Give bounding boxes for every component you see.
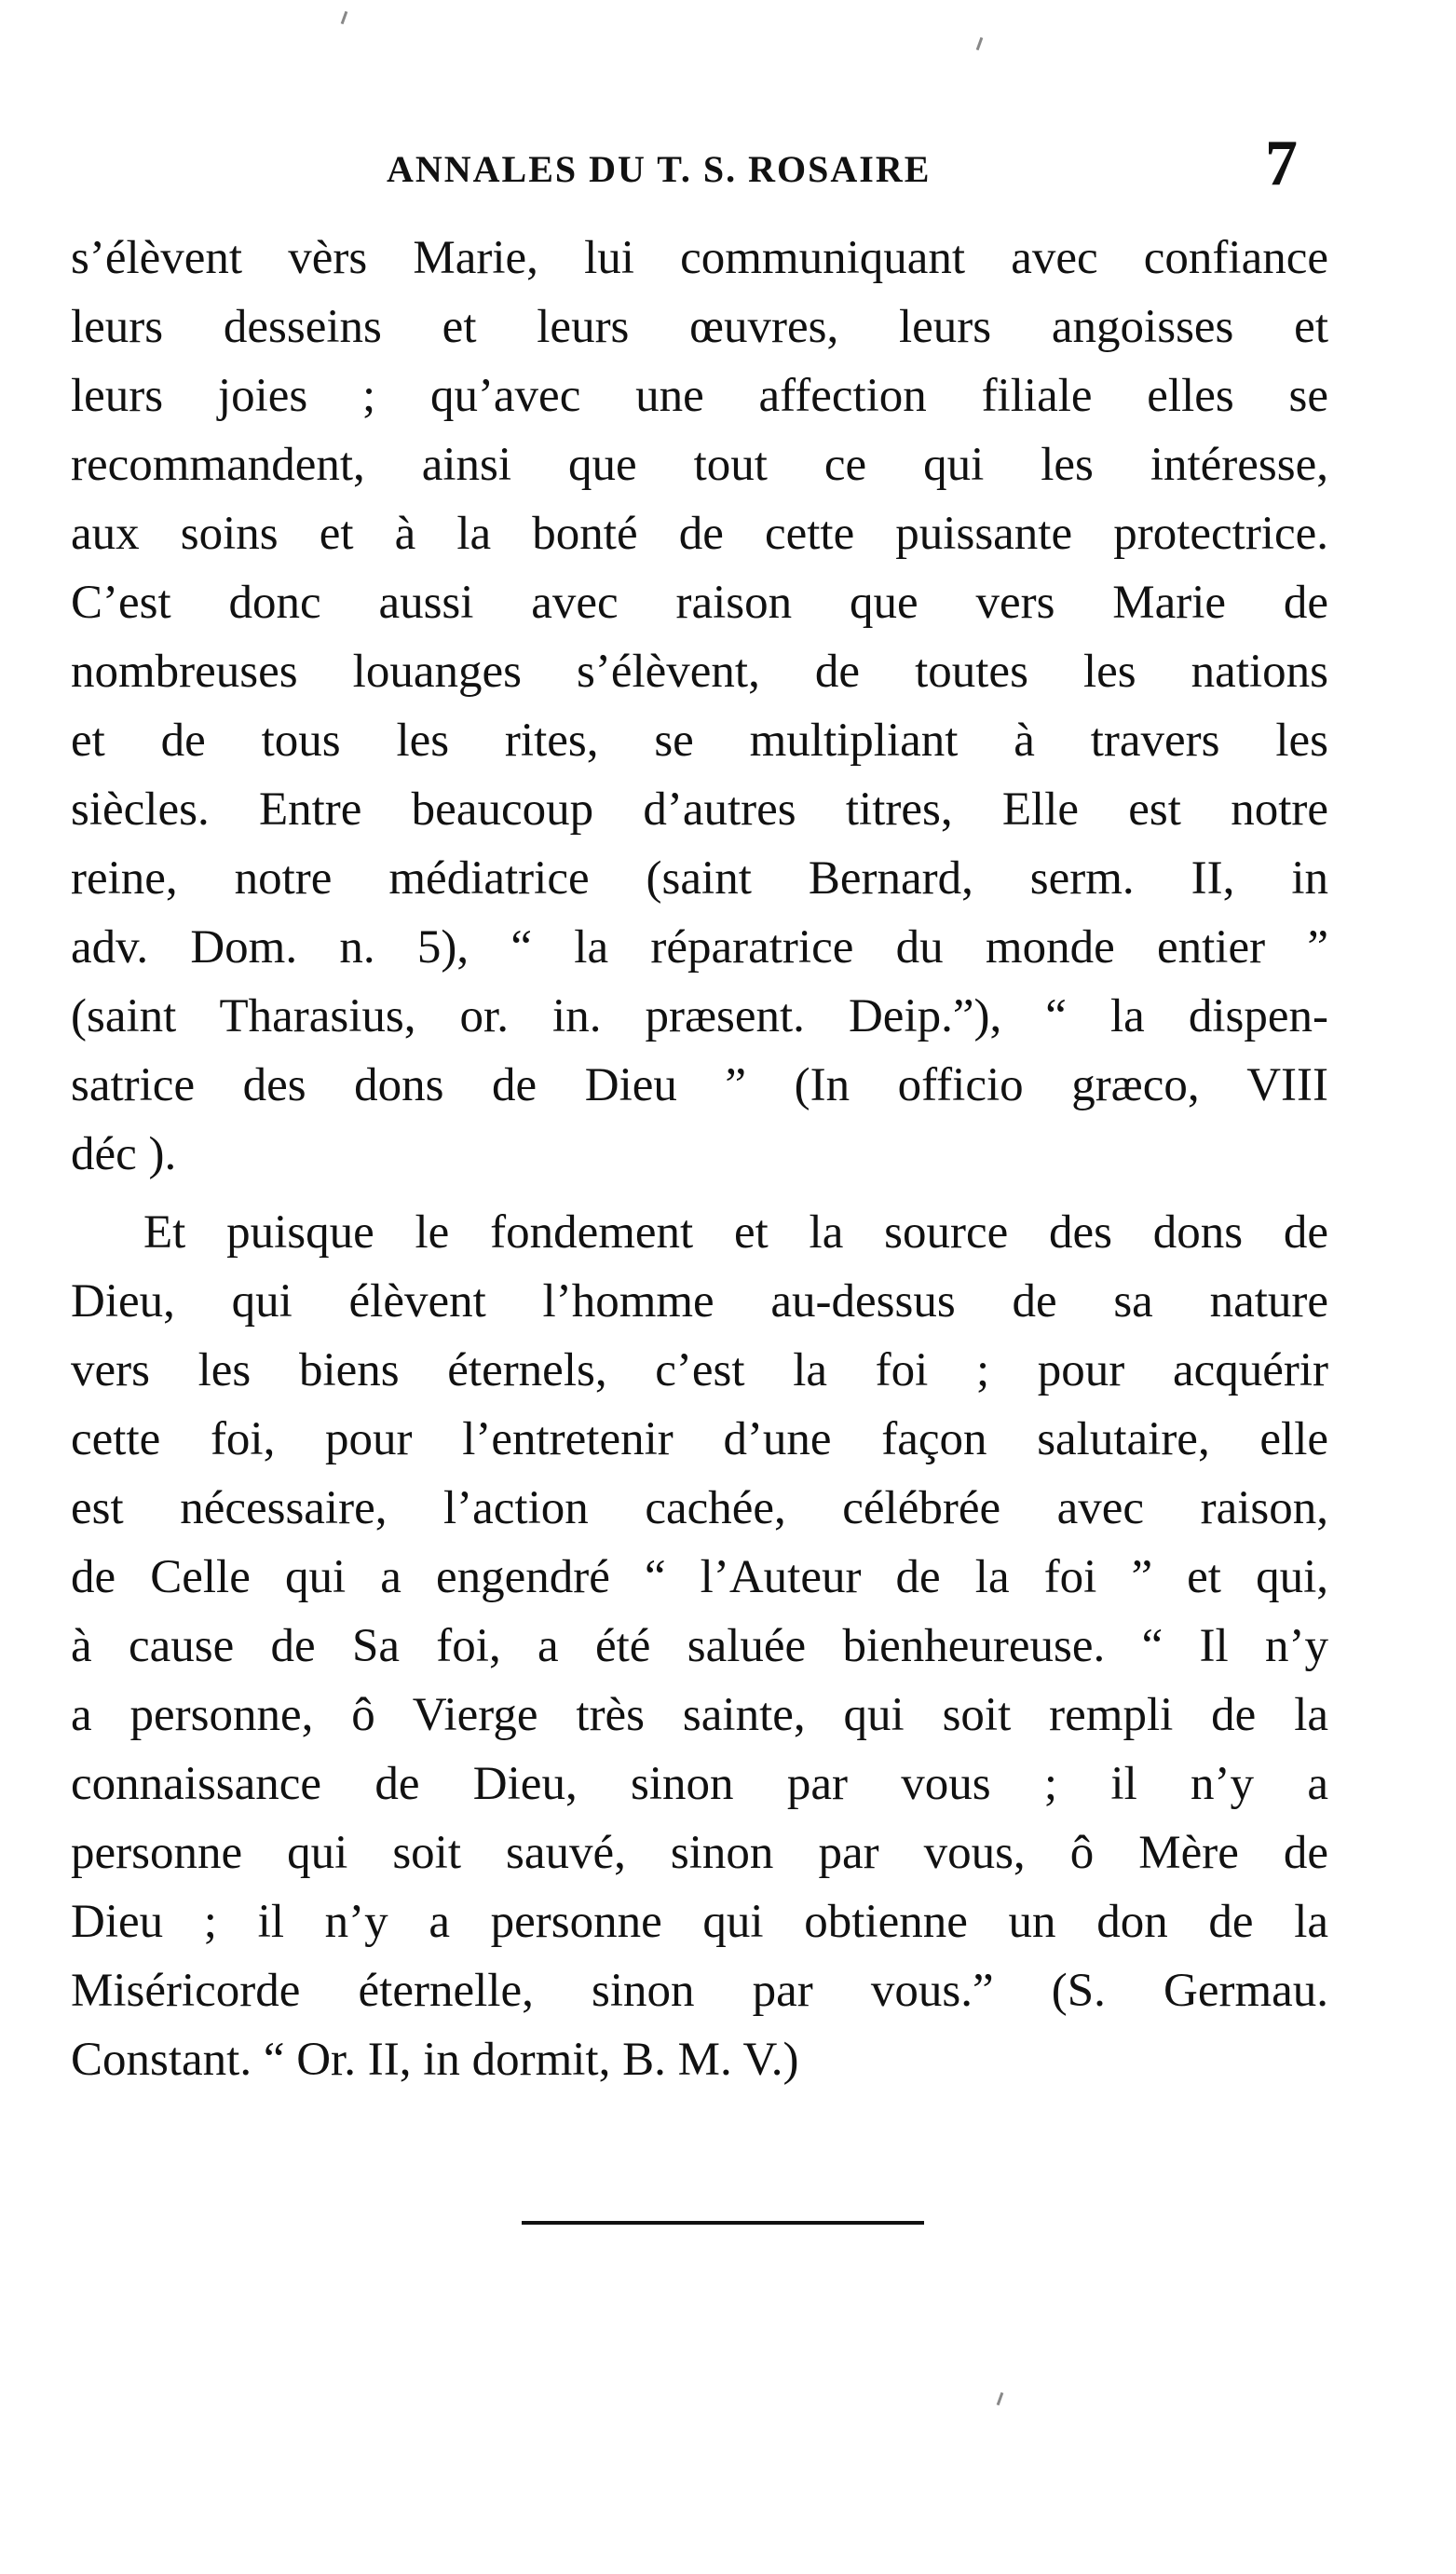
text-line: cette foi, pour l’entretenir d’une façon salutaire, elle xyxy=(71,1413,1328,1465)
text-line: Dieu, qui élèvent l’homme au-dessus de sa nature xyxy=(71,1275,1328,1328)
text-line: (saint Tharasius, or. in. præsent. Deip.”), “ la dispen- xyxy=(71,990,1328,1042)
text-line: aux soins et à la bonté de cette puissante protectrice. xyxy=(71,508,1328,560)
text-line: Constant. “ Or. II, in dormit, B. M. V.) xyxy=(71,2034,799,2086)
text-line: reine, notre médiatrice (saint Bernard, serm. II, in xyxy=(71,852,1328,905)
paragraph-gap xyxy=(71,1189,1328,1198)
text-line: personne qui soit sauvé, sinon par vous, ô Mère de xyxy=(71,1827,1328,1879)
print-speck xyxy=(976,37,984,50)
text-line: nombreuses louanges s’élèvent, de toutes les nations xyxy=(71,646,1328,698)
text-line: connaissance de Dieu, sinon par vous ; il n’y a xyxy=(71,1758,1328,1810)
text-line: satrice des dons de Dieu ” (In officio græco, VIII xyxy=(71,1059,1328,1111)
text-line: et de tous les rites, se multipliant à travers les xyxy=(71,715,1328,767)
running-header xyxy=(0,128,1456,199)
text-line: à cause de Sa foi, a été saluée bienheureuse. “ Il n’y xyxy=(71,1620,1328,1672)
text-line: leurs joies ; qu’avec une affection filiale elles se xyxy=(71,370,1328,422)
body-text xyxy=(71,224,1328,2094)
text-line: Dieu ; il n’y a personne qui obtienne un don de la xyxy=(71,1896,1328,1948)
text-line: adv. Dom. n. 5), “ la réparatrice du monde entier ” xyxy=(71,921,1328,974)
text-line: de Celle qui a engendré “ l’Auteur de la foi ” et qui, xyxy=(71,1551,1328,1603)
text-line: Et puisque le fondement et la source des dons de xyxy=(143,1206,1328,1259)
section-divider-rule xyxy=(522,2221,924,2225)
text-line: vers les biens éternels, c’est la foi ; pour acquérir xyxy=(71,1344,1328,1396)
text-line: s’élèvent vèrs Marie, lui communiquant avec confiance xyxy=(71,232,1328,284)
text-line: recommandent, ainsi que tout ce qui les intéresse, xyxy=(71,439,1328,491)
text-line: leurs desseins et leurs œuvres, leurs angoisses et xyxy=(71,301,1328,353)
text-line: siècles. Entre beaucoup d’autres titres, Elle est notre xyxy=(71,783,1328,836)
running-title: ANNALES DU T. S. ROSAIRE xyxy=(387,148,932,190)
text-line: Miséricorde éternelle, sinon par vous.” (S. Germau. xyxy=(71,1965,1328,2017)
print-speck xyxy=(997,2392,1004,2405)
text-line: est nécessaire, l’action cachée, célébrée avec raison, xyxy=(71,1482,1328,1534)
page-number: 7 xyxy=(1265,128,1298,199)
text-line: a personne, ô Vierge très sainte, qui soit rempli de la xyxy=(71,1689,1328,1741)
text-line: déc ). xyxy=(71,1128,177,1180)
print-speck xyxy=(341,11,348,24)
text-line: C’est donc aussi avec raison que vers Marie de xyxy=(71,577,1328,629)
